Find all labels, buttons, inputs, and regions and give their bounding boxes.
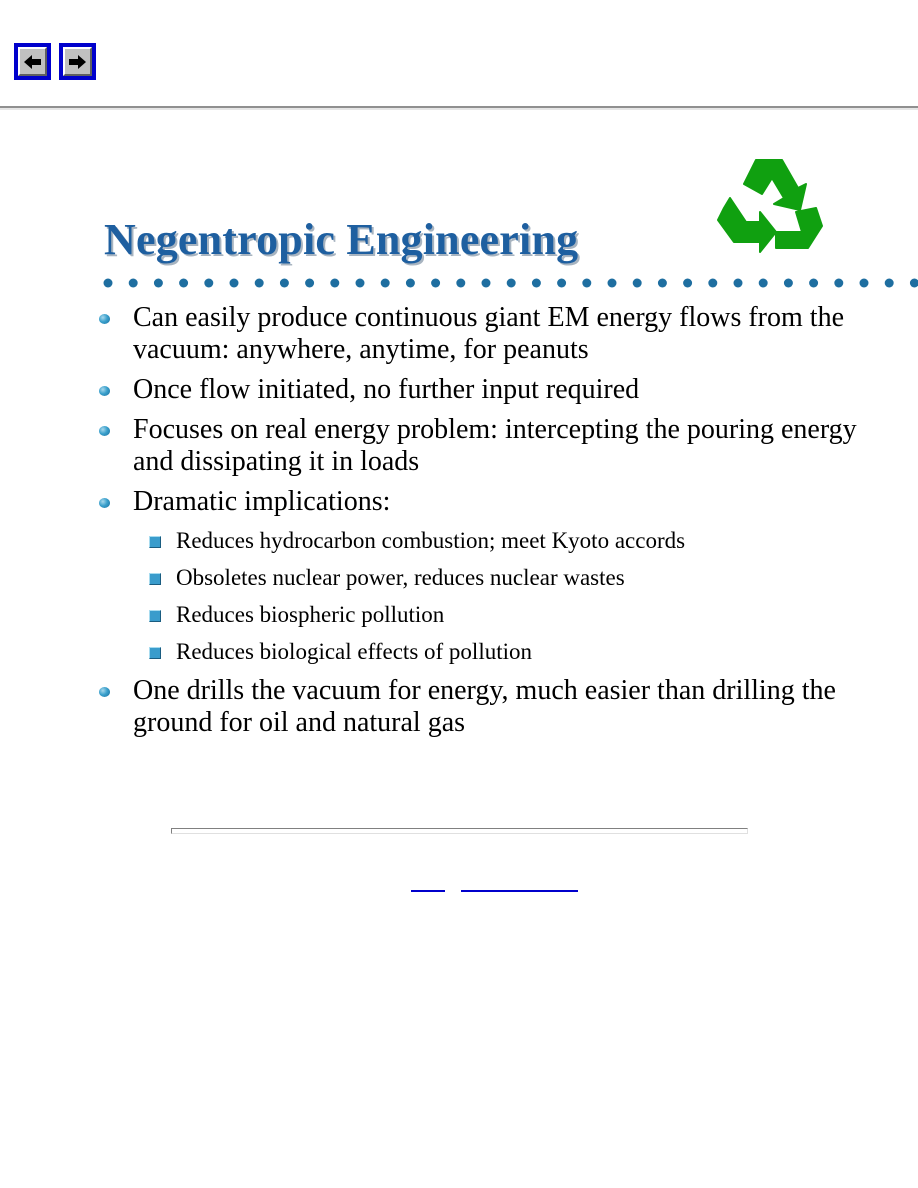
divider-dot: [179, 279, 188, 288]
divider-dot: [784, 279, 793, 288]
divider-dot: [885, 279, 894, 288]
bullet-item: [0, 486, 918, 667]
previous-slide-button[interactable]: [14, 43, 51, 80]
content-divider: [171, 828, 748, 834]
bullet-item: [0, 414, 918, 478]
square-bullet-icon: [149, 536, 161, 548]
bullet-text: Focuses on real energy problem: intercepting the pouring energy and dissipating it in loads: [133, 414, 857, 477]
divider-dot: [910, 279, 918, 288]
divider-dot: [582, 279, 591, 288]
divider-dot: [507, 279, 516, 288]
sub-bullet-list: [133, 526, 878, 667]
divider-dot: [154, 279, 163, 288]
square-bullet-icon: [149, 573, 161, 585]
slide-title: Negentropic Engineering: [104, 215, 579, 264]
divider-dot: [330, 279, 339, 288]
divider-dot: [104, 279, 113, 288]
arrow-left-icon: [23, 54, 42, 70]
divider-dot: [658, 279, 667, 288]
previous-button-face: [18, 47, 47, 76]
bullet-item: [0, 302, 918, 366]
arrow-right-icon: [68, 54, 87, 70]
divider-dot: [734, 279, 743, 288]
divider-dot: [683, 279, 692, 288]
divider-dot: [456, 279, 465, 288]
bullet-text: Can easily produce continuous giant EM energy flows from the vacuum: anywhere, anytime, for peanuts: [133, 302, 844, 365]
divider-dot: [230, 279, 239, 288]
bullet-text: One drills the vacuum for energy, much easier than drilling the ground for oil and natural gas: [133, 675, 836, 738]
sub-bullet-text: Obsoletes nuclear power, reduces nuclear wastes: [176, 565, 625, 590]
divider-dot: [255, 279, 264, 288]
divider-dot: [305, 279, 314, 288]
bullet-list: [0, 302, 918, 747]
sub-bullet-text: Reduces hydrocarbon combustion; meet Kyoto accords: [176, 528, 686, 553]
divider-dot: [809, 279, 818, 288]
bullet-dot-icon: [99, 386, 110, 396]
divider-dot: [381, 279, 390, 288]
top-divider: [0, 106, 918, 110]
sub-bullet-text: Reduces biological effects of pollution: [176, 639, 532, 664]
divider-dot: [431, 279, 440, 288]
footer-link-2[interactable]: [461, 878, 578, 892]
divider-dot: [482, 279, 491, 288]
divider-dot: [557, 279, 566, 288]
divider-dot: [834, 279, 843, 288]
bullet-text: Dramatic implications:: [133, 486, 391, 517]
divider-dot: [708, 279, 717, 288]
divider-dot: [356, 279, 365, 288]
slide-image: [0, 140, 918, 790]
footer-link-1[interactable]: [411, 878, 445, 892]
recycle-icon: [712, 154, 824, 262]
square-bullet-icon: [149, 610, 161, 622]
next-slide-button[interactable]: [59, 43, 96, 80]
divider-dot: [204, 279, 213, 288]
bullet-dot-icon: [99, 498, 110, 508]
bullet-text: Once flow initiated, no further input required: [133, 374, 640, 405]
sub-bullet-item: [0, 637, 878, 667]
navigation-bar: [0, 0, 918, 106]
divider-dot: [860, 279, 869, 288]
bullet-dot-icon: [99, 426, 110, 436]
divider-dot: [759, 279, 768, 288]
divider-dot: [532, 279, 541, 288]
next-button-face: [63, 47, 92, 76]
divider-dot: [406, 279, 415, 288]
bullet-dot-icon: [99, 314, 110, 324]
divider-dot: [129, 279, 138, 288]
bullet-item: [0, 374, 918, 406]
sub-bullet-text: Reduces biospheric pollution: [176, 602, 445, 627]
divider-dot: [633, 279, 642, 288]
divider-dot: [280, 279, 289, 288]
sub-bullet-item: [0, 526, 878, 556]
divider-dot: [608, 279, 617, 288]
bullet-item: [0, 675, 918, 739]
sub-bullet-item: [0, 563, 878, 593]
square-bullet-icon: [149, 647, 161, 659]
dotted-divider: [102, 276, 918, 290]
bullet-dot-icon: [99, 687, 110, 697]
sub-bullet-item: [0, 600, 878, 630]
